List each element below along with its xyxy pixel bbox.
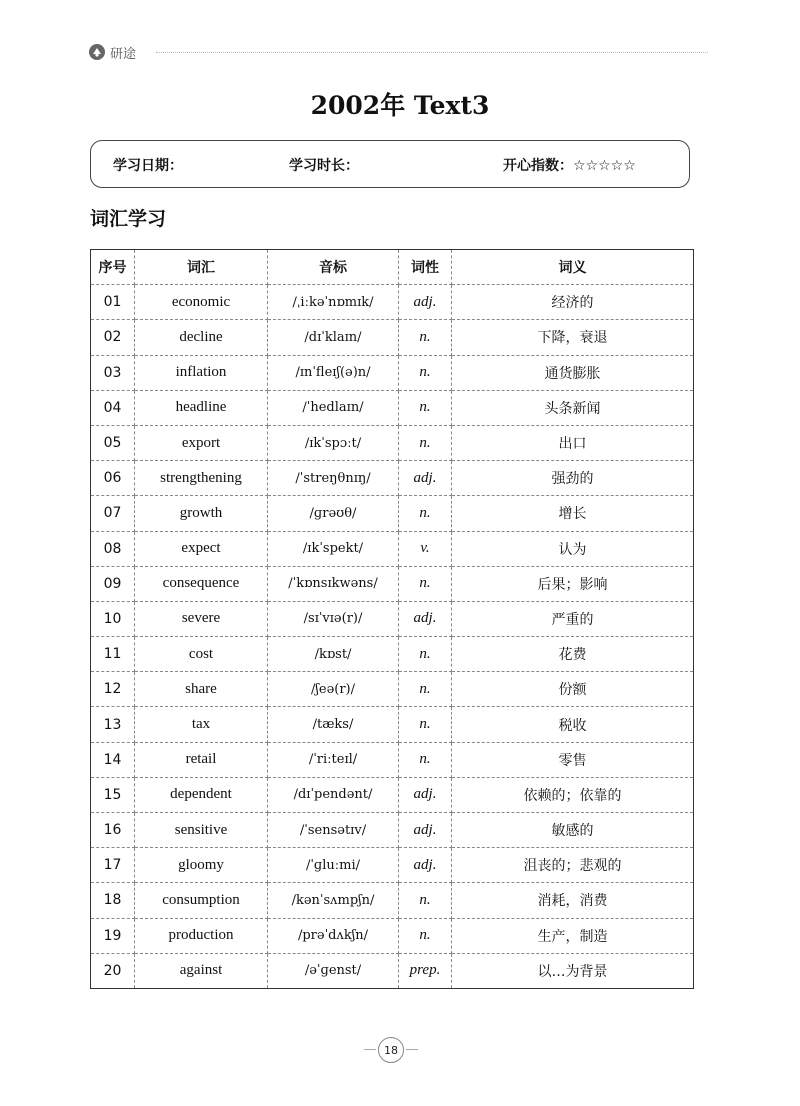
table-row — [91, 390, 694, 425]
cell-pos: adj. — [399, 777, 452, 812]
cell-phonetic: /ˌiːkəˈnɒmɪk/ — [268, 285, 399, 320]
vocabulary-table — [90, 249, 694, 989]
cell-word: economic — [135, 285, 268, 320]
cell-phonetic: /ʃeə(r)/ — [268, 672, 399, 707]
cell-word: dependent — [135, 777, 268, 812]
cell-pos: n. — [399, 883, 452, 918]
cell-phonetic: /ˈhedlaɪn/ — [268, 390, 399, 425]
cell-phonetic: /ˈɡluːmi/ — [268, 848, 399, 883]
table-row — [91, 672, 694, 707]
table-row — [91, 566, 694, 601]
cell-index: 08 — [91, 531, 135, 566]
section-title: 词汇学习 — [90, 208, 167, 230]
happiness-index — [503, 155, 636, 175]
cell-word: gloomy — [135, 848, 268, 883]
cell-index: 18 — [91, 883, 135, 918]
cell-pos: n. — [399, 496, 452, 531]
table-row — [91, 707, 694, 742]
cell-phonetic: /sɪˈvɪə(r)/ — [268, 601, 399, 636]
cell-index: 01 — [91, 285, 135, 320]
cell-pos: n. — [399, 425, 452, 460]
cell-word: production — [135, 918, 268, 953]
cell-pos: adj. — [399, 848, 452, 883]
cell-index: 02 — [91, 320, 135, 355]
cell-index: 09 — [91, 566, 135, 601]
table-row — [91, 601, 694, 636]
cell-word: strengthening — [135, 461, 268, 496]
cell-meaning: 税收 — [452, 707, 694, 742]
cell-pos: n. — [399, 672, 452, 707]
cell-pos: n. — [399, 320, 452, 355]
cell-word: retail — [135, 742, 268, 777]
cell-meaning: 增长 — [452, 496, 694, 531]
cell-word: export — [135, 425, 268, 460]
table-row — [91, 355, 694, 390]
cell-pos: adj. — [399, 285, 452, 320]
logo-text: 研途 — [110, 46, 137, 62]
table-row — [91, 777, 694, 812]
table-row — [91, 637, 694, 672]
cell-word: severe — [135, 601, 268, 636]
cell-word: sensitive — [135, 813, 268, 848]
cell-index: 20 — [91, 953, 135, 988]
cell-meaning: 沮丧的；悲观的 — [452, 848, 694, 883]
cell-word: consequence — [135, 566, 268, 601]
cell-word: expect — [135, 531, 268, 566]
logo — [88, 40, 136, 64]
table-row — [91, 883, 694, 918]
cell-pos: adj. — [399, 461, 452, 496]
cell-phonetic: /dɪˈpendənt/ — [268, 777, 399, 812]
page-number: 18 — [378, 1037, 404, 1063]
cell-index: 13 — [91, 707, 135, 742]
cell-pos: n. — [399, 390, 452, 425]
page-number-deco-right — [406, 1049, 418, 1050]
table-row — [91, 285, 694, 320]
cell-phonetic: /kənˈsʌmpʃn/ — [268, 883, 399, 918]
happiness-label: 开心指数： — [503, 158, 573, 174]
page-header — [88, 40, 708, 64]
table-row — [91, 918, 694, 953]
cell-pos: adj. — [399, 813, 452, 848]
cell-phonetic: /ˈkɒnsɪkwəns/ — [268, 566, 399, 601]
cell-phonetic: /kɒst/ — [268, 637, 399, 672]
cell-meaning: 头条新闻 — [452, 390, 694, 425]
study-info-box — [90, 140, 690, 188]
cell-phonetic: /tæks/ — [268, 707, 399, 742]
cell-meaning: 出口 — [452, 425, 694, 460]
cell-meaning: 花费 — [452, 637, 694, 672]
cell-pos: v. — [399, 531, 452, 566]
cell-index: 03 — [91, 355, 135, 390]
cell-index: 12 — [91, 672, 135, 707]
cell-word: growth — [135, 496, 268, 531]
cell-meaning: 消耗，消费 — [452, 883, 694, 918]
cell-meaning: 通货膨胀 — [452, 355, 694, 390]
cell-pos: n. — [399, 637, 452, 672]
header-index: 序号 — [91, 250, 135, 285]
cell-phonetic: /prəˈdʌkʃn/ — [268, 918, 399, 953]
cell-phonetic: /ɪkˈspɔːt/ — [268, 425, 399, 460]
header-phonetic: 音标 — [268, 250, 399, 285]
cell-meaning: 份额 — [452, 672, 694, 707]
cell-index: 15 — [91, 777, 135, 812]
cell-meaning: 敏感的 — [452, 813, 694, 848]
page-number-deco-left — [364, 1049, 376, 1050]
table-header-row — [91, 250, 694, 285]
cell-word: against — [135, 953, 268, 988]
cell-index: 04 — [91, 390, 135, 425]
cell-phonetic: /əˈɡenst/ — [268, 953, 399, 988]
header-pos: 词性 — [399, 250, 452, 285]
logo-icon — [88, 43, 106, 61]
header-divider — [156, 52, 708, 53]
cell-pos: n. — [399, 707, 452, 742]
cell-meaning: 认为 — [452, 531, 694, 566]
cell-pos: prep. — [399, 953, 452, 988]
cell-word: consumption — [135, 883, 268, 918]
cell-phonetic: /ˈriːteɪl/ — [268, 742, 399, 777]
table-row — [91, 953, 694, 988]
cell-index: 06 — [91, 461, 135, 496]
table-row — [91, 496, 694, 531]
happiness-stars[interactable]: ☆☆☆☆☆ — [573, 158, 636, 174]
cell-phonetic: /ɡrəʊθ/ — [268, 496, 399, 531]
cell-phonetic: /dɪˈklaɪn/ — [268, 320, 399, 355]
study-date-label: 学习日期： — [113, 158, 183, 174]
cell-word: inflation — [135, 355, 268, 390]
table-row — [91, 320, 694, 355]
table-row — [91, 813, 694, 848]
cell-meaning: 严重的 — [452, 601, 694, 636]
cell-meaning: 强劲的 — [452, 461, 694, 496]
table-row — [91, 425, 694, 460]
cell-pos: n. — [399, 355, 452, 390]
cell-index: 19 — [91, 918, 135, 953]
cell-index: 07 — [91, 496, 135, 531]
cell-meaning: 以…为背景 — [452, 953, 694, 988]
cell-pos: adj. — [399, 601, 452, 636]
cell-meaning: 零售 — [452, 742, 694, 777]
header-meaning: 词义 — [452, 250, 694, 285]
study-duration-label: 学习时长： — [289, 158, 359, 174]
cell-pos: n. — [399, 566, 452, 601]
cell-word: cost — [135, 637, 268, 672]
cell-index: 16 — [91, 813, 135, 848]
cell-word: decline — [135, 320, 268, 355]
cell-phonetic: /ɪkˈspekt/ — [268, 531, 399, 566]
cell-word: headline — [135, 390, 268, 425]
header-word: 词汇 — [135, 250, 268, 285]
cell-word: tax — [135, 707, 268, 742]
cell-word: share — [135, 672, 268, 707]
cell-meaning: 下降，衰退 — [452, 320, 694, 355]
cell-pos: n. — [399, 742, 452, 777]
cell-meaning: 生产，制造 — [452, 918, 694, 953]
cell-meaning: 依赖的；依靠的 — [452, 777, 694, 812]
cell-index: 14 — [91, 742, 135, 777]
cell-meaning: 经济的 — [452, 285, 694, 320]
table-row — [91, 848, 694, 883]
cell-index: 17 — [91, 848, 135, 883]
page-title: 2002年 Text3 — [310, 91, 490, 120]
cell-phonetic: /ɪnˈfleɪʃ(ə)n/ — [268, 355, 399, 390]
cell-pos: n. — [399, 918, 452, 953]
cell-index: 05 — [91, 425, 135, 460]
cell-phonetic: /ˈstreŋθnɪŋ/ — [268, 461, 399, 496]
table-row — [91, 742, 694, 777]
table-row — [91, 531, 694, 566]
cell-index: 10 — [91, 601, 135, 636]
cell-index: 11 — [91, 637, 135, 672]
cell-phonetic: /ˈsensətɪv/ — [268, 813, 399, 848]
cell-meaning: 后果；影响 — [452, 566, 694, 601]
table-row — [91, 461, 694, 496]
